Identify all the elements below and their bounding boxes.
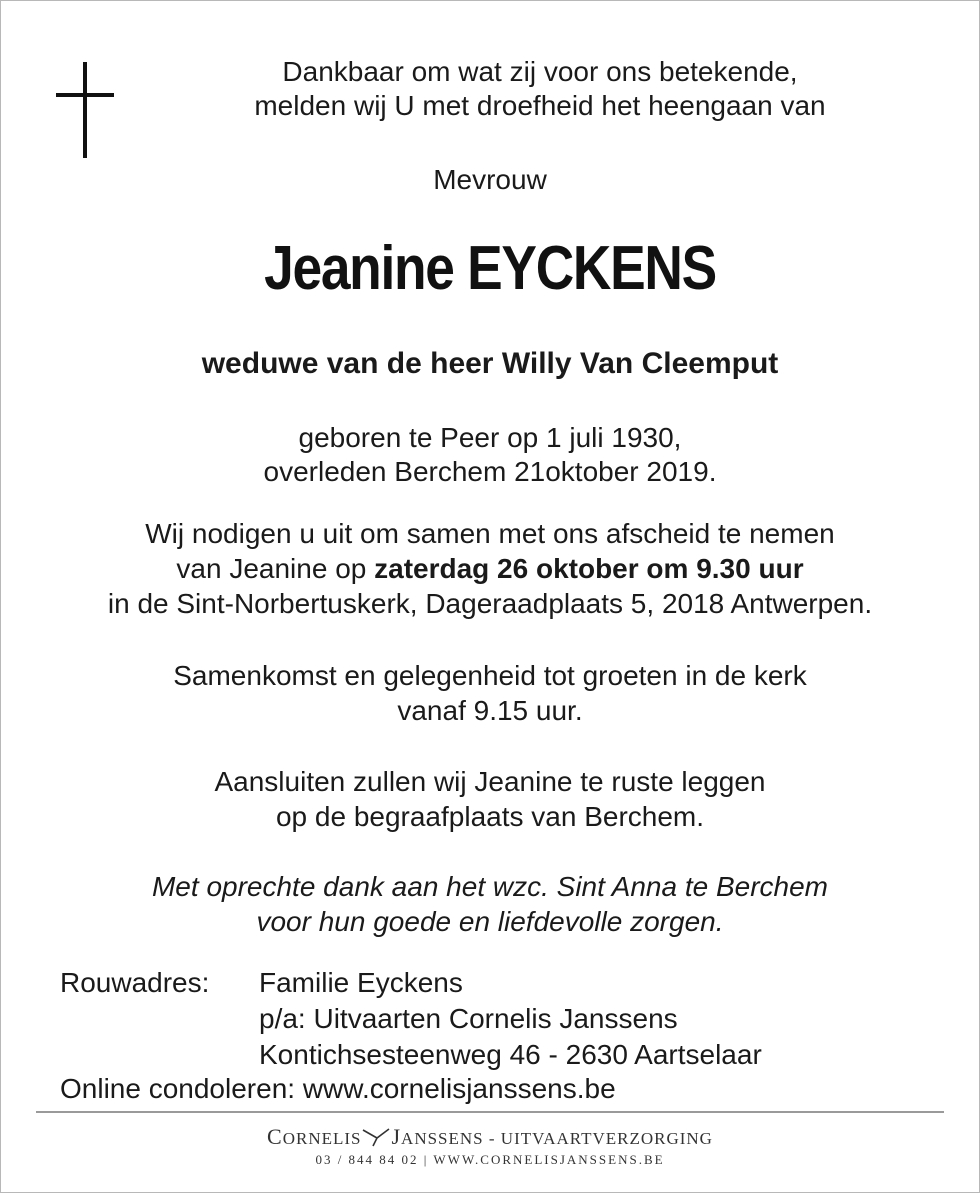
ceremony-datetime: zaterdag 26 oktober om 9.30 uur: [374, 553, 804, 584]
invitation-line-2: [0, 552, 980, 586]
salutation: Mevrouw: [433, 164, 547, 195]
brand-initial-c: C: [267, 1124, 283, 1149]
condolences-link[interactable]: Online condoleren: www.cornelisjanssens.be: [60, 1073, 616, 1104]
address-line-3: Kontichsesteenweg 46 - 2630 Aartselaar: [259, 1039, 762, 1070]
brand-ornelis: ORNELIS: [282, 1129, 362, 1148]
burial-line-2: op de begraafplaats van Berchem.: [275, 801, 705, 832]
death-date: overleden Berchem 21oktober 2019.: [263, 456, 717, 487]
address-line-2: p/a: Uitvaarten Cornelis Janssens: [259, 1003, 678, 1034]
intro-line-1: Dankbaar om wat zij voor ons betekende,: [282, 56, 798, 87]
funeral-home-contact: 03 / 844 84 02 | WWW.CORNELISJANSSENS.BE: [315, 1152, 665, 1167]
burial-line-1: Aansluiten zullen wij Jeanine te ruste leggen: [214, 766, 766, 797]
address-label: Rouwadres:: [60, 967, 210, 998]
invitation-prefix: van Jeanine op: [176, 553, 375, 584]
funeral-home-brand: [0, 1124, 980, 1150]
widow-of: weduwe van de heer Willy Van Cleemput: [201, 347, 779, 380]
brand-suffix: - UITVAARTVERZORGING: [483, 1129, 713, 1148]
invitation-line-3: in de Sint-Norbertuskerk, Dageraadplaats 5, 2018 Antwerpen.: [107, 588, 873, 619]
thanks-line-1: Met oprechte dank aan het wzc. Sint Anna te Berchem: [151, 871, 828, 902]
invitation-line-1: Wij nodigen u uit om samen met ons afscheid te nemen: [145, 518, 835, 549]
gathering-line-1: Samenkomst en gelegenheid tot groeten in de kerk: [173, 660, 807, 691]
brand-initial-j: J: [391, 1124, 402, 1149]
born-date: geboren te Peer op 1 juli 1930,: [298, 422, 682, 453]
gathering-line-2: vanaf 9.15 uur.: [397, 695, 583, 726]
intro-line-2: melden wij U met droefheid het heengaan van: [254, 90, 826, 121]
brand-anssens: ANSSENS: [401, 1129, 484, 1148]
deceased-name: Jeanine EYCKENS: [264, 234, 716, 303]
address-line-1: Familie Eyckens: [259, 967, 463, 998]
footer-divider: [36, 1111, 944, 1113]
thanks-line-2: voor hun goede en liefdevolle zorgen.: [256, 906, 724, 937]
bird-logo-icon: [361, 1126, 391, 1148]
